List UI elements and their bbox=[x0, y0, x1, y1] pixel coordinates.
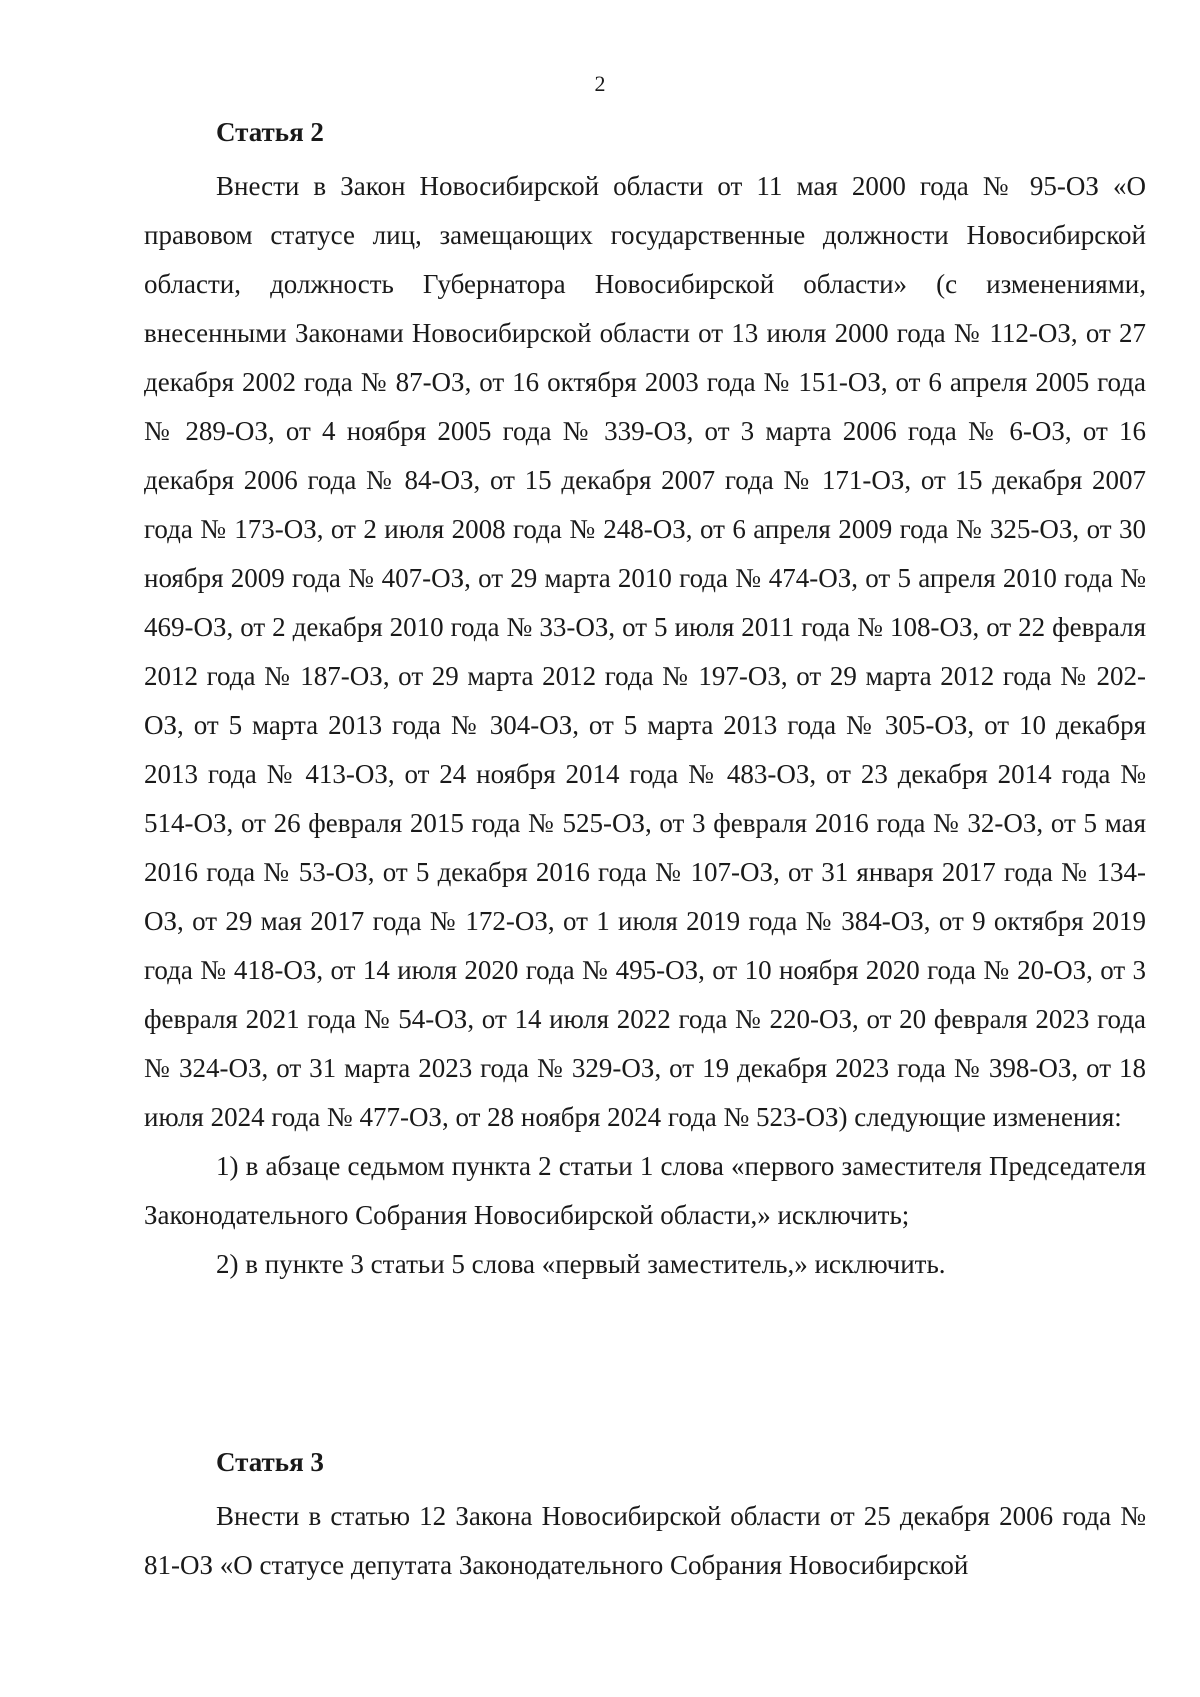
article-2-item-2: 2) в пункте 3 статьи 5 слова «первый заместитель,» исключить. bbox=[216, 1249, 946, 1279]
page-number: 2 bbox=[594, 71, 606, 96]
article-3-heading: Статья 3 bbox=[216, 1447, 324, 1477]
article-2-heading: Статья 2 bbox=[216, 117, 324, 147]
article-2-item-1: 1) в абзаце седьмом пункта 2 статьи 1 слова «первого заместителя Председателя Законодательного Собрания Новосибирской области,» исключить; bbox=[144, 1151, 1146, 1230]
article-3-intro: Внести в статью 12 Закона Новосибирской области от 25 декабря 2006 года № 81-ОЗ «О статусе депутата Законодательного Собрания Новосибирской bbox=[144, 1501, 1146, 1580]
article-2-intro: Внести в Закон Новосибирской области от 11 мая 2000 года № 95-ОЗ «О правовом статусе лиц, замещающих государственные должности Новосибирской области, должность Губернатора Новосибирской области» (с изменениями, внесенными Законами Новосибирской области от 13 июля 2000 года № 112-ОЗ, от 27 декабря 2002 года № 87-ОЗ, от 16 октября 2003 года № 151-ОЗ, от 6 апреля 2005 года № 289-ОЗ, от 4 ноября 2005 года № 339-ОЗ, от 3 марта 2006 года № 6-ОЗ, от 16 декабря 2006 года № 84-ОЗ, от 15 декабря 2007 года № 171-ОЗ, от 15 декабря 2007 года № 173-ОЗ, от 2 июля 2008 года № 248-ОЗ, от 6 апреля 2009 года № 325-ОЗ, от 30 ноября 2009 года № 407-ОЗ, от 29 марта 2010 года № 474-ОЗ, от 5 апреля 2010 года № 469-ОЗ, от 2 декабря 2010 года № 33-ОЗ, от 5 июля 2011 года № 108-ОЗ, от 22 февраля 2012 года № 187-ОЗ, от 29 марта 2012 года № 197-ОЗ, от 29 марта 2012 года № 202-ОЗ, от 5 марта 2013 года № 304-ОЗ, от 5 марта 2013 года № 305-ОЗ, от 10 декабря 2013 года № 413-ОЗ, от 24 ноября 2014 года № 483-ОЗ, от 23 декабря 2014 года № 514-ОЗ, от 26 февраля 2015 года № 525-ОЗ, от 3 февраля 2016 года № 32-ОЗ, от 5 мая 2016 года № 53-ОЗ, от 5 декабря 2016 года № 107-ОЗ, от 31 января 2017 года № 134-ОЗ, от 29 мая 2017 года № 172-ОЗ, от 1 июля 2019 года № 384-ОЗ, от 9 октября 2019 года № 418-ОЗ, от 14 июля 2020 года № 495-ОЗ, от 10 ноября 2020 года № 20-ОЗ, от 3 февраля 2021 года № 54-ОЗ, от 14 июля 2022 года № 220-ОЗ, от 20 февраля 2023 года № 324-ОЗ, от 31 марта 2023 года № 329-ОЗ, от 19 декабря 2023 года № 398-ОЗ, от 18 июля 2024 года № 477-ОЗ, от 28 ноября 2024 года № 523-ОЗ) следующие изменения: bbox=[144, 171, 1146, 1132]
article-2-section bbox=[144, 114, 1146, 1289]
article-3-section bbox=[144, 1444, 1146, 1590]
